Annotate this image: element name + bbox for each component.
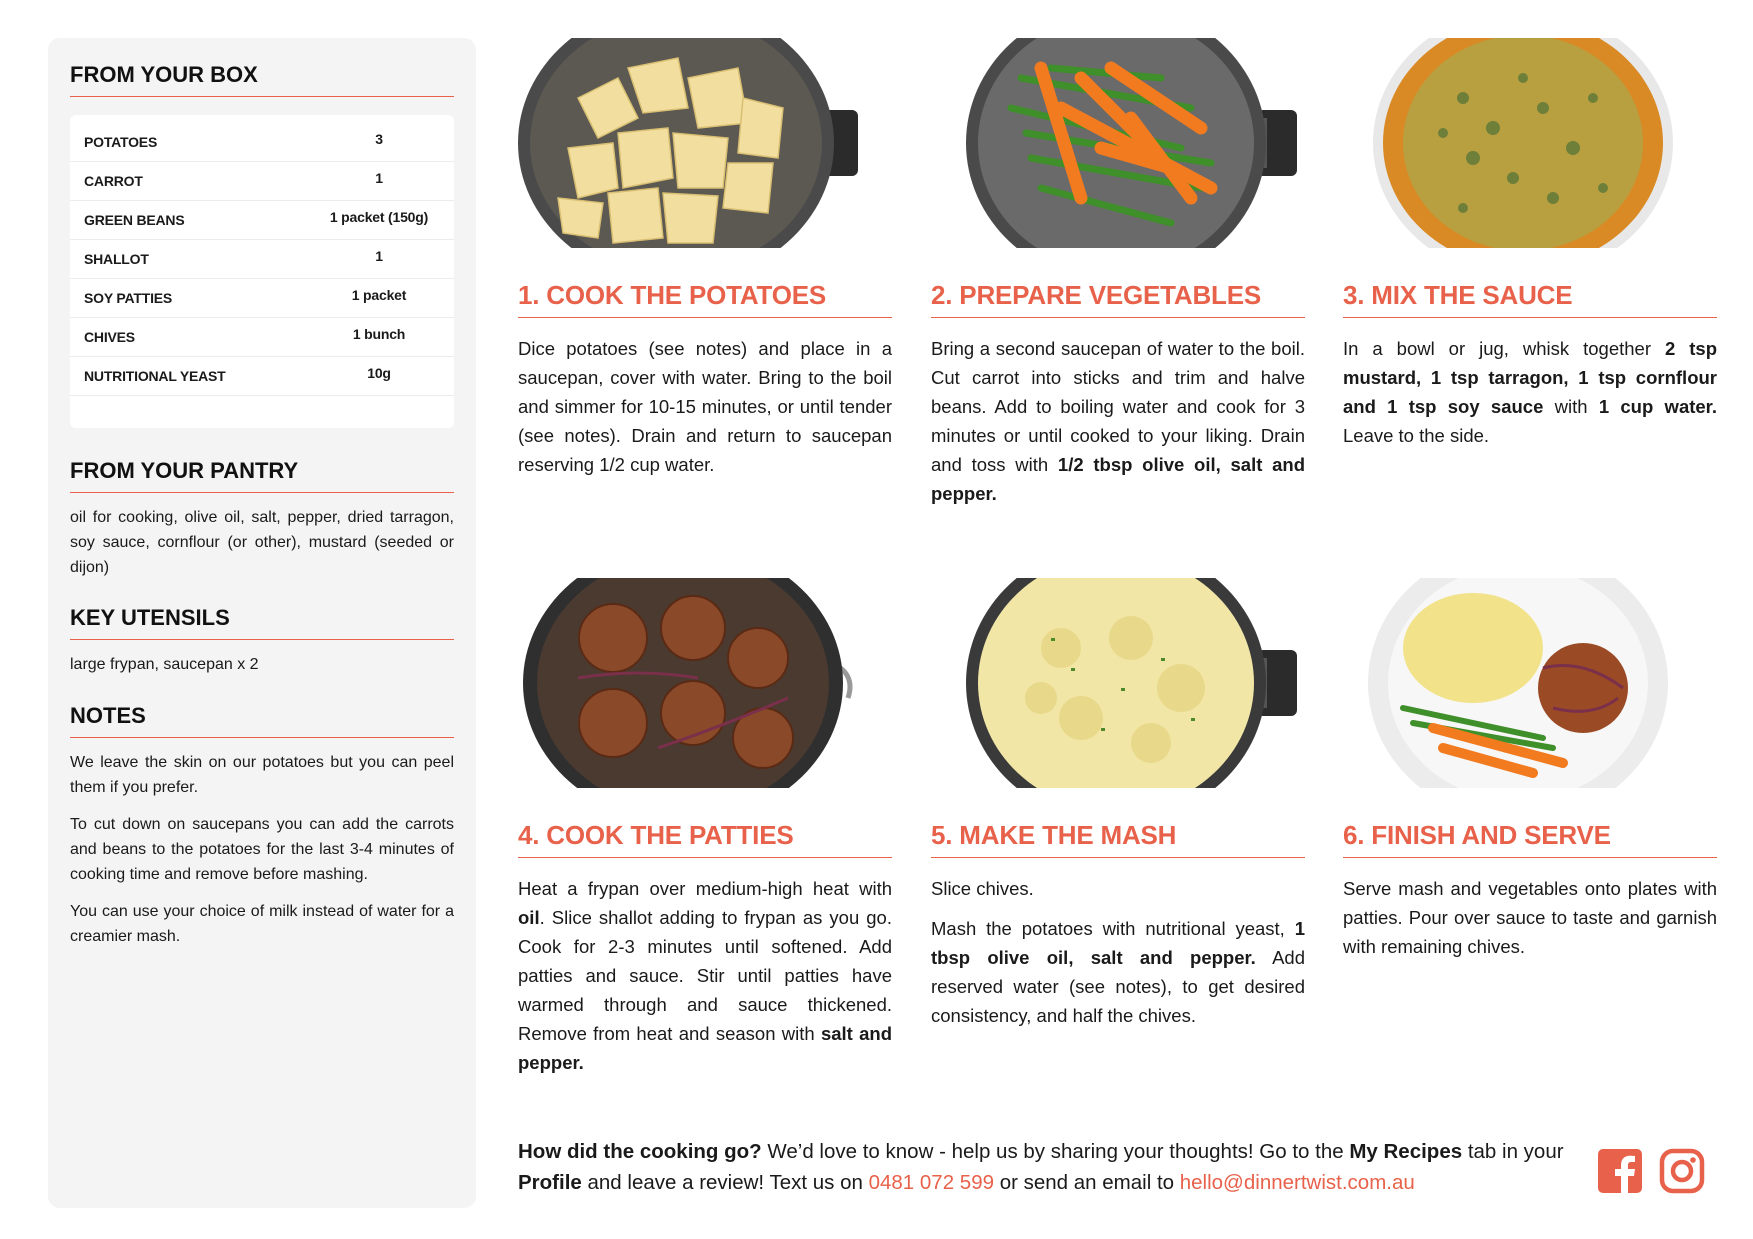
step-5-body	[931, 874, 1305, 1030]
step-5-text: Add reserved water (see notes), to get desired consistency, and half the chives.	[931, 947, 1305, 1026]
ingredient-qty: 1 bunch	[352, 326, 406, 342]
step-3-text-bold: 2 tsp mustard, 1 tsp tarragon, 1 tsp cornflour and 1 tsp soy sauce	[1343, 338, 1717, 417]
key-utensils-section	[70, 605, 454, 677]
ingredients-table	[70, 115, 454, 428]
pantry-text: oil for cooking, olive oil, salt, pepper, dried tarragon, soy sauce, cornflour (or other), mustard (seeded or dijon)	[70, 509, 454, 576]
instagram-icon[interactable]	[1659, 1148, 1705, 1194]
from-your-pantry-section	[70, 458, 454, 580]
step-3	[1343, 38, 1717, 461]
step-3-text: with	[1543, 396, 1599, 417]
ingredient-name: NUTRITIONAL YEAST	[84, 368, 226, 384]
step-3-title: 3. MIX THE SAUCE	[1343, 280, 1717, 318]
ingredient-name: CHIVES	[84, 329, 135, 345]
key-utensils-title: KEY UTENSILS	[70, 605, 454, 640]
step-3-text-bold: 1 cup water.	[1598, 396, 1718, 417]
step-2	[931, 38, 1305, 519]
ingredient-name: SHALLOT	[84, 251, 149, 267]
footer-text: We’d love to know - help us by sharing your thoughts! Go to the	[761, 1140, 1350, 1163]
step-1-title: 1. COOK THE POTATOES	[518, 280, 892, 318]
ingredient-qty: 10g	[367, 365, 391, 381]
note-item: You can use your choice of milk instead of water for a creamier mash.	[70, 903, 454, 945]
step-1	[518, 38, 892, 490]
utensils-text: large frypan, saucepan x 2	[70, 656, 259, 673]
ingredient-row	[70, 279, 454, 318]
from-your-box-section	[70, 62, 454, 428]
plated-dish-image	[1343, 578, 1717, 788]
step-5-text: Mash the potatoes with nutritional yeast,	[931, 918, 1295, 939]
ingredient-row	[70, 201, 454, 240]
step-5-title: 5. MAKE THE MASH	[931, 820, 1305, 858]
sauce-in-bowl-image	[1343, 38, 1717, 248]
footer-question: How did the cooking go?	[518, 1140, 762, 1163]
note-item: To cut down on saucepans you can add the carrots and beans to the potatoes for the last 3-4 minutes of cooking time and remove before mashing.	[70, 816, 454, 883]
step-5-text: Slice chives.	[931, 878, 1034, 899]
notes-section	[70, 703, 454, 949]
footer-text: and leave a review! Text us on	[581, 1171, 869, 1194]
step-1-text: Dice potatoes (see notes) and place in a saucepan, cover with water. Bring to the boil and simmer for 10-15 minutes, or until tender (see notes). Drain and return to saucepan reserving 1/2 cup water.	[518, 338, 892, 475]
step-6-title: 6. FINISH AND SERVE	[1343, 820, 1717, 858]
ingredient-qty: 1	[375, 248, 383, 264]
mash-in-saucepan-image	[931, 578, 1305, 788]
step-4-body	[518, 874, 892, 1077]
footer-profile: Profile	[518, 1171, 582, 1194]
step-6-body	[1343, 874, 1717, 961]
ingredient-row	[70, 357, 454, 396]
step-3-body	[1343, 334, 1717, 450]
step-6-text: Serve mash and vegetables onto plates with patties. Pour over sauce to taste and garnish with remaining chives.	[1343, 878, 1717, 957]
feedback-footer	[518, 1136, 1578, 1198]
ingredient-name: CARROT	[84, 173, 143, 189]
step-2-title: 2. PREPARE VEGETABLES	[931, 280, 1305, 318]
ingredient-row	[70, 123, 454, 162]
step-2-body	[931, 334, 1305, 508]
ingredient-row	[70, 318, 454, 357]
potatoes-in-saucepan-image	[518, 38, 892, 248]
note-item: We leave the skin on our potatoes but you can peel them if you prefer.	[70, 754, 454, 796]
ingredient-qty: 1 packet (150g)	[329, 209, 429, 225]
footer-phone-link[interactable]: 0481 072 599	[868, 1171, 994, 1194]
step-4-text-bold: salt and pepper.	[518, 1023, 892, 1073]
ingredient-row	[70, 240, 454, 279]
step-4-text: . Slice shallot adding to frypan as you go. Cook for 2-3 minutes until softened. Add patties and sauce. Stir until patties have warmed through and sauce thickened. Remove from heat and season with	[518, 907, 892, 1044]
footer-text: tab in your	[1462, 1140, 1564, 1163]
ingredient-name: POTATOES	[84, 134, 158, 150]
footer-my-recipes: My Recipes	[1349, 1140, 1463, 1163]
ingredient-row	[70, 162, 454, 201]
ingredient-qty: 3	[375, 131, 383, 147]
step-4-text-bold: oil	[518, 907, 540, 928]
step-3-text: Leave to the side.	[1343, 425, 1490, 446]
carrots-and-beans-in-saucepan-image	[931, 38, 1305, 248]
from-your-pantry-title: FROM YOUR PANTRY	[70, 458, 454, 493]
step-6	[1343, 578, 1717, 972]
step-3-text: In a bowl or jug, whisk together	[1343, 338, 1665, 359]
footer-email-link[interactable]: hello@dinnertwist.com.au	[1179, 1171, 1415, 1194]
step-5-text-bold: 1 tbsp olive oil, salt and pepper.	[931, 918, 1305, 968]
notes-title: NOTES	[70, 703, 454, 738]
step-2-text: Bring a second saucepan of water to the boil. Cut carrot into sticks and trim and halve beans. Add to boiling water and cook for 3 minutes or until cooked to your liking. Drain and toss with	[931, 338, 1305, 475]
ingredient-qty: 1 packet	[351, 287, 407, 303]
from-your-box-title: FROM YOUR BOX	[70, 62, 454, 97]
step-1-body	[518, 334, 892, 479]
ingredient-name: SOY PATTIES	[84, 290, 173, 306]
sidebar	[48, 38, 476, 1208]
ingredient-qty: 1	[375, 170, 383, 186]
facebook-icon[interactable]	[1597, 1148, 1643, 1194]
step-5	[931, 578, 1305, 1041]
ingredient-name: GREEN BEANS	[84, 212, 185, 228]
social-icons	[1597, 1148, 1705, 1194]
step-4	[518, 578, 892, 1088]
footer-text: or send an email to	[994, 1171, 1180, 1194]
step-4-text: Heat a frypan over medium-high heat with	[518, 878, 892, 899]
step-4-title: 4. COOK THE PATTIES	[518, 820, 892, 858]
step-2-text-bold: 1/2 tbsp olive oil, salt and pepper.	[931, 454, 1305, 504]
patties-in-frypan-image	[518, 578, 892, 788]
